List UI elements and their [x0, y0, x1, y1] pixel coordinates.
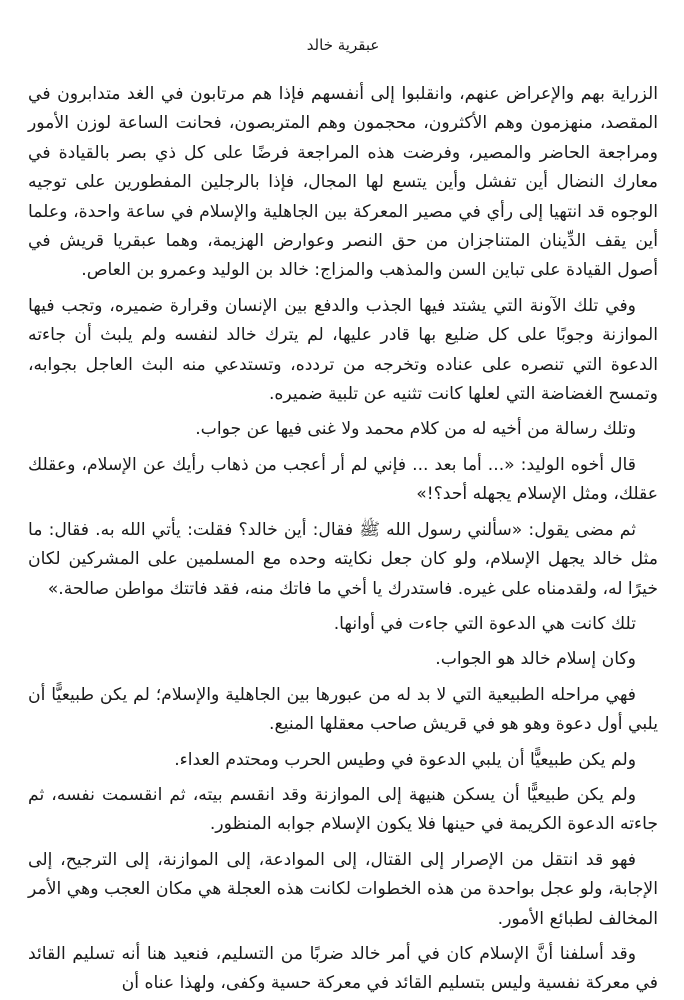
book-page [28, 0, 658, 1000]
running-header: عبقرية خالد [306, 36, 380, 54]
page-body [28, 80, 658, 999]
paragraph-4: قال أخوه الوليد: «... أما بعد ... فإني لم أر أعجب من ذهاب رأيك عن الإسلام، وعقلك عقلك، ومثل الإسلام يجهله أحد؟!» [28, 454, 658, 505]
paragraph-2: وفي تلك الآونة التي يشتد فيها الجذب والدفع بين الإنسان وقرارة ضميره، وتجب فيها الموازنة وجوبًا على كل ضليع بها قادر عليها، لم يترك خالد لنفسه ولم يلبث أن جاءته الدعوة التي تنصره على عناده وتخرجه من تردده، وتستدعي منه البث العاجل بجوابه، وتمسح الغضاضة التي لعلها كانت تثنيه عن تلبية ضميره. [28, 295, 658, 405]
paragraph-7: وكان إسلام خالد هو الجواب. [435, 649, 636, 670]
paragraph-1: الزراية بهم والإعراض عنهم، وانقلبوا إلى أنفسهم فإذا هم مرتابون في الغد متدابرون في المقصد، منهزمون وهم الأكثرون، محجمون وهم المتربصون، فحانت الساعة لوزن الأمور ومراجعة الحاضر والمصير، وفرضت هذه المراجعة فرضًا على كل ذي بصر بالقيادة في معارك النضال أين تفشل وأين يتسع لها المجال، فإذا بالرجلين المفطورين على توجيه الوجوه قد انتهيا إلى رأي في مصير المعركة بين الجاهلية والإسلام في ساعة واحدة، وعلما أين يقف الدِّينان المتناجزان من حق النصر وعوارض الهزيمة، وهما عبقريا قريش في أصول القيادة على تباين السن والمذهب والمزاج: خالد بن الوليد وعمرو بن العاص. [28, 84, 658, 281]
paragraph-3: وتلك رسالة من أخيه له من كلام محمد ولا غنى فيها عن جواب. [195, 419, 636, 440]
paragraph-12: وقد أسلفنا أنَّ الإسلام كان في أمر خالد ضربًا من التسليم، فنعيد هنا أنه تسليم القائد في معركة نفسية وليس بتسليم القائد في معركة حسية وكفى، ولهذا عناه أن [28, 943, 658, 994]
paragraph-8: فهي مراحله الطبيعية التي لا بد له من عبورها بين الجاهلية والإسلام؛ لم يكن طبيعيًّا أن يلبي أول دعوة وهو هو في قريش صاحب معقلها المنيع. [28, 684, 658, 735]
paragraph-9: ولم يكن طبيعيًّا أن يلبي الدعوة في وطيس الحرب ومحتدم العداء. [174, 749, 636, 770]
paragraph-5: ثم مضى يقول: «سألني رسول الله ﷺ فقال: أين خالد؟ فقلت: يأتي الله به. فقال: ما مثل خالد يجهل الإسلام، ولو كان جعل نكايته وحده مع المسلمين على المشركين لكان خيرًا له، ولقدمناه على غيره. فاستدرك يا أخي ما فاتك منه، فقد فاتتك مواطن صالحة.» [28, 519, 658, 599]
paragraph-6: تلك كانت هي الدعوة التي جاءت في أوانها. [333, 613, 636, 634]
paragraph-11: فهو قد انتقل من الإصرار إلى القتال، إلى الموادعة، إلى الموازنة، إلى الترجيح، إلى الإجابة، ولو عجل بواحدة من هذه الخطوات لكانت هذه العجلة هي مكان العجب وهي الأمر المخالف لطبائع الأمور. [28, 849, 658, 929]
paragraph-10: ولم يكن طبيعيًّا أن يسكن هنيهة إلى الموازنة وقد انقسم بيته، ثم انقسمت نفسه، ثم جاءته الدعوة الكريمة في حينها فلا يكون الإسلام جوابه المنظور. [28, 784, 658, 835]
